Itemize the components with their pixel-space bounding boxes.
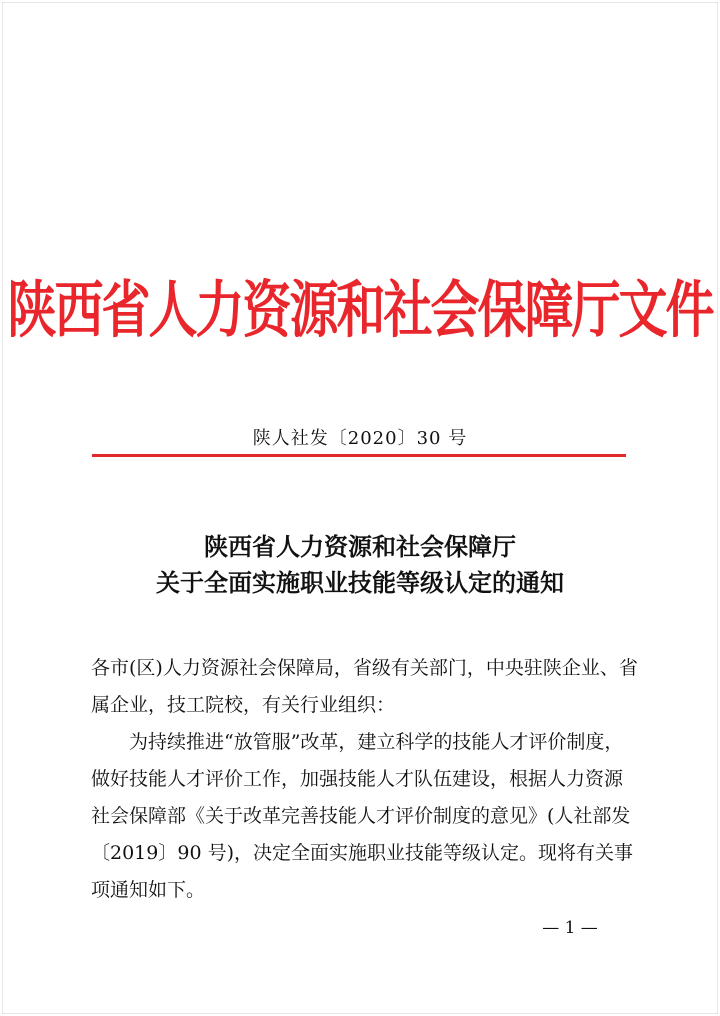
title-line-1: 陕西省人力资源和社会保障厅 (204, 532, 516, 561)
agency-header: 陕西省人力资源和社会保障厅文件 (7, 273, 713, 346)
red-separator-line (92, 454, 626, 457)
document-number: 陕人社发〔2020〕30 号 (252, 428, 468, 449)
recipients-paragraph: 各市(区)人力资源社会保障局，省级有关部门，中央驻陕企业、省属企业，技工院校，有关行业组织： (91, 657, 638, 716)
document-body (91, 650, 639, 909)
document-title (0, 529, 720, 601)
page-number: — 1 — (542, 918, 598, 938)
body-paragraph: 为持续推进“放管服”改革，建立科学的技能人才评价制度，做好技能人才评价工作，加强技能人才队伍建设，根据人力资源社会保障部《关于改革完善技能人才评价制度的意见》(人社部发〔2019〕90 号)，决定全面实施职业技能等级认定。现将有关事项通知如下。 (91, 731, 633, 901)
title-line-2: 关于全面实施职业技能等级认定的通知 (156, 568, 564, 597)
